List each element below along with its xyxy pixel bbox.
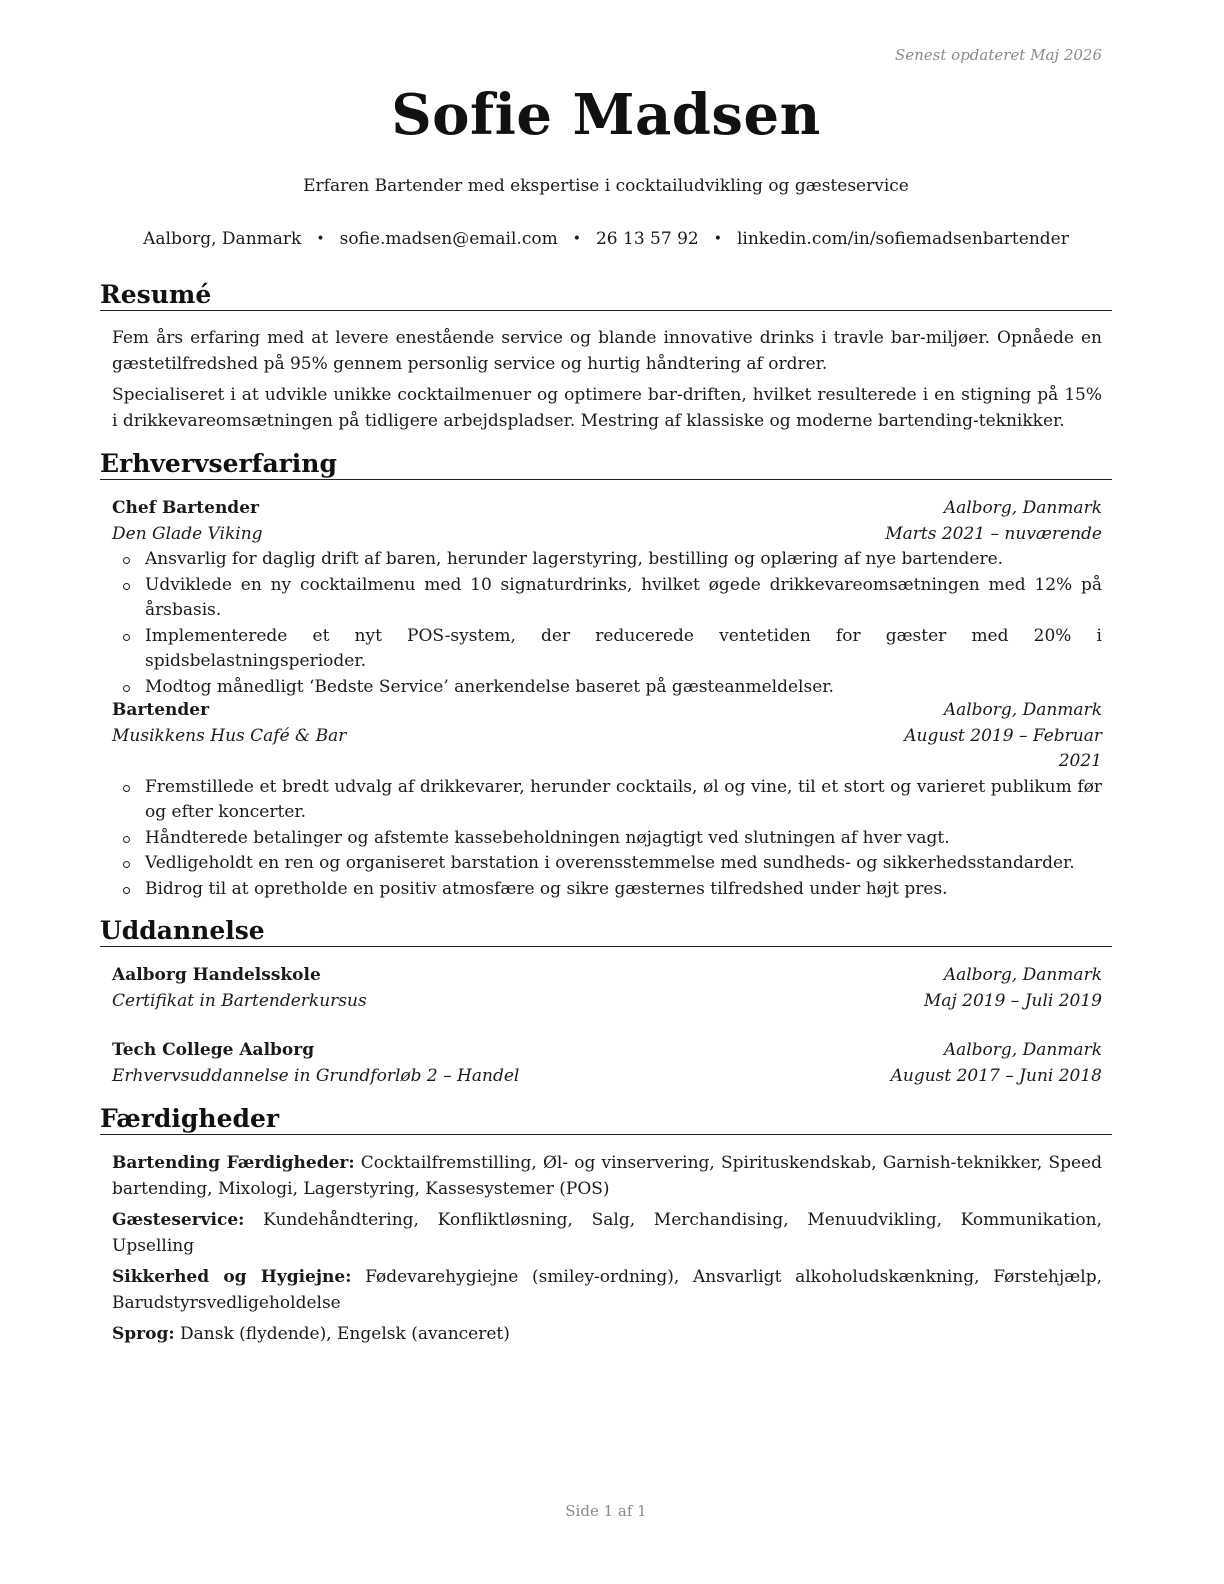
contact-separator: • [572,231,581,247]
education-entry [112,1038,1102,1089]
skill-label: Gæsteservice: [112,1210,245,1230]
contact-email[interactable]: sofie.madsen@email.com [339,229,558,249]
skill-item [112,1322,1102,1348]
education-dates: Maj 2019 – Juli 2019 [923,990,1102,1011]
job-employer: Musikkens Hus Café & Bar [112,725,347,746]
section-title-education: Uddannelse [100,916,1112,947]
skill-value: Cocktailfremstilling, Øl- og vinservering, Spirituskendskab, Garnish-teknikker, Speed bartending, Mixologi, Lagerstyring, Kassesystemer (POS) [112,1153,1102,1199]
skill-value: Kundehåndtering, Konfliktløsning, Salg, Merchandising, Menuudvikling, Kommunikation, Upselling [112,1210,1103,1256]
contact-phone: 26 13 57 92 [595,229,699,249]
page-number: Side 1 af 1 [565,1502,647,1520]
job-bullet: Fremstillede et bredt udvalg af drikkevarer, herunder cocktails, øl og vine, til et stort og varieret publikum før og efter koncerter. [112,775,1102,826]
contact-separator: • [316,231,325,247]
tagline: Erfaren Bartender med ekspertise i cocktailudvikling og gæsteservice [303,176,909,196]
skills-section [112,1151,1102,1354]
job-role: Bartender [112,700,210,720]
education-header [112,963,1102,989]
job-bullet: Implementerede et nyt POS-system, der reducerede ventetiden for gæster med 20% i spidsbelastningsperioder. [112,624,1102,675]
skill-label: Sikkerhed og Hygiejne: [112,1267,352,1287]
job-entry [112,496,1102,700]
candidate-name: Sofie Madsen [391,82,821,148]
job-bullet: Bidrog til at opretholde en positiv atmosfære og sikre gæsternes tilfredshed under højt pres. [112,877,1102,903]
job-bullet: Vedligeholdt en ren og organiseret barstation i overensstemmelse med sundheds- og sikkerhedsstandarder. [112,851,1102,877]
education-location: Aalborg, Danmark [943,1040,1102,1060]
job-bullets [112,775,1102,903]
job-employer: Den Glade Viking [112,523,263,544]
resume-page [100,0,1112,1584]
skill-label: Sprog: [112,1324,175,1344]
education-location: Aalborg, Danmark [943,965,1102,985]
job-bullets [112,547,1102,700]
education-subheader [112,989,1102,1015]
contact-linkedin[interactable]: linkedin.com/in/sofiemadsenbartender [736,229,1069,249]
education-entry [112,963,1102,1014]
job-entry [112,698,1102,902]
education-school: Aalborg Handelsskole [112,965,321,985]
job-bullet: Udviklede en ny cocktailmenu med 10 signaturdrinks, hvilket øgede drikkevareomsætningen med 12% på årsbasis. [112,573,1102,624]
job-dates: Marts 2021 – nuværende [885,523,1102,544]
job-bullet: Håndterede betalinger og afstemte kassebeholdningen nøjagtigt ved slutningen af hver vagt. [112,826,1102,852]
job-bullet: Ansvarlig for daglig drift af baren, herunder lagerstyring, bestilling og oplæring af nye bartendere. [112,547,1102,573]
education-header [112,1038,1102,1064]
summary-paragraph: Fem års erfaring med at levere enestående service og blande innovative drinks i travle bar-miljøer. Opnåede en gæstetilfredshed på 95% gennem personlig service og hurtig håndtering af ordrer. [112,328,1102,374]
job-location: Aalborg, Danmark [943,498,1102,518]
contact-separator: • [713,231,722,247]
job-dates: August 2019 – Februar 2021 [904,725,1102,771]
job-location: Aalborg, Danmark [943,700,1102,720]
job-subheader [112,724,1102,775]
summary-paragraph: Specialiseret i at udvikle unikke cocktailmenuer og optimere bar-driften, hvilket resulterede i en stigning på 15% i drikkevareomsætningen på tidligere arbejdspladser. Mestring af klassiske og moderne bartending-teknikker. [112,385,1102,431]
skill-value: Dansk (flydende), Engelsk (avanceret) [180,1324,510,1344]
education-degree: Certifikat in Bartenderkursus [112,990,367,1011]
job-header [112,496,1102,522]
contact-line [100,229,1112,249]
summary-section [112,326,1102,440]
job-subheader [112,522,1102,548]
last-updated: Senest opdateret Maj 2026 [894,46,1102,64]
skill-item [112,1265,1102,1316]
education-school: Tech College Aalborg [112,1040,315,1060]
job-header [112,698,1102,724]
skill-item [112,1208,1102,1259]
education-dates: August 2017 – Juni 2018 [890,1065,1102,1086]
section-title-experience: Erhvervserfaring [100,449,1112,480]
skill-item [112,1151,1102,1202]
education-degree: Erhvervsuddannelse in Grundforløb 2 – Handel [112,1065,520,1086]
job-bullet: Modtog månedligt ‘Bedste Service’ anerkendelse baseret på gæsteanmeldelser. [112,675,1102,701]
education-subheader [112,1064,1102,1090]
contact-location: Aalborg, Danmark [143,229,302,249]
job-role: Chef Bartender [112,498,259,518]
skill-value: Fødevarehygiejne (smiley-ordning), Ansvarligt alkoholudskænkning, Førstehjælp, Barudstyrsvedligeholdelse [112,1267,1102,1313]
section-title-skills: Færdigheder [100,1104,1112,1135]
section-title-summary: Resumé [100,280,1112,311]
skill-label: Bartending Færdigheder: [112,1153,355,1173]
